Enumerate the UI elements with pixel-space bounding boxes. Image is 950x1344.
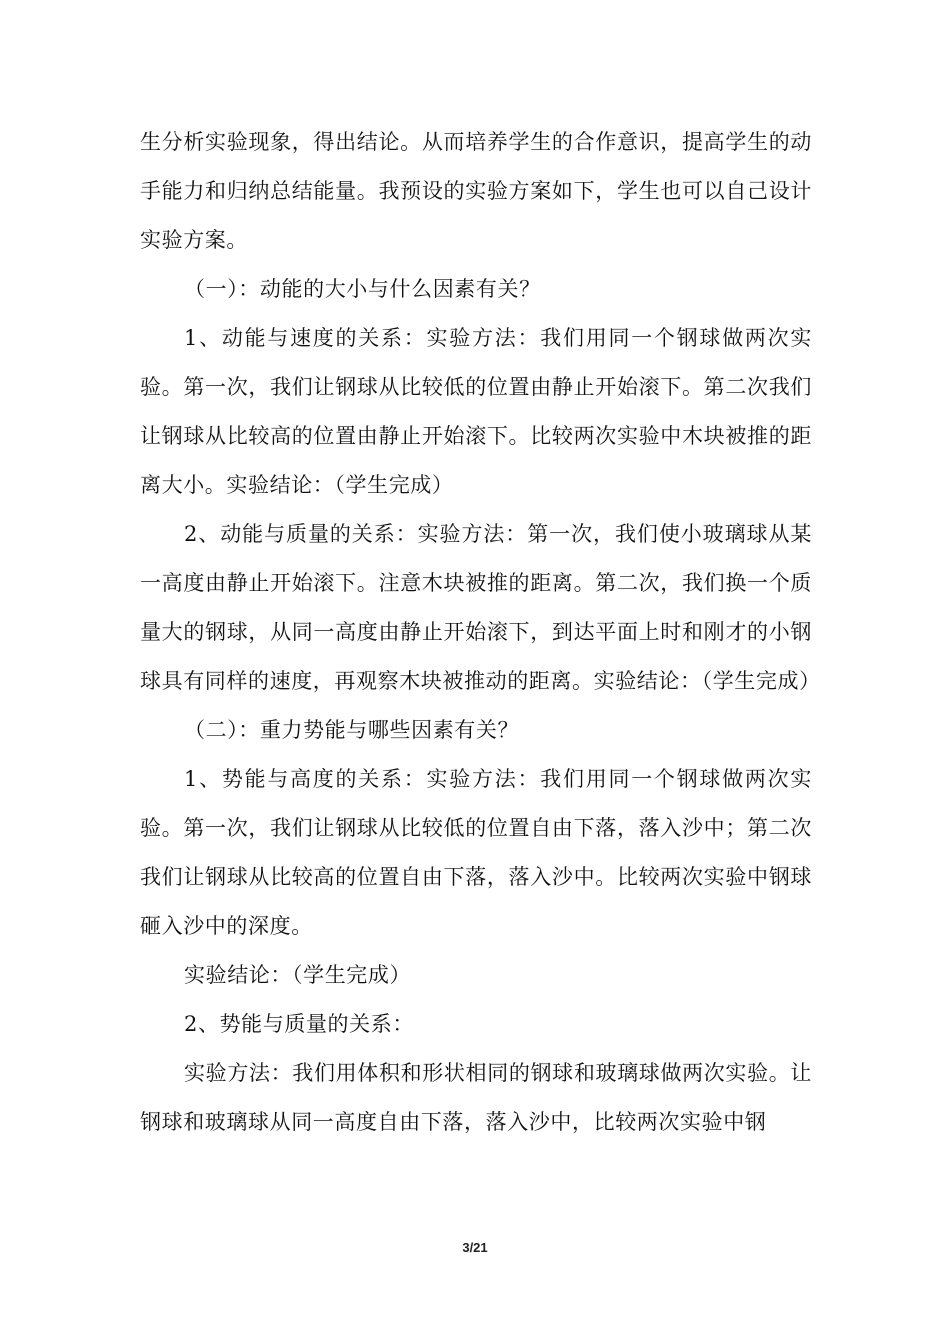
paragraph-continuation: 生分析实验现象，得出结论。从而培养学生的合作意识，提高学生的动手能力和归纳总结能量。我预设的实验方案如下，学生也可以自己设计实验方案。	[140, 130, 812, 252]
page-number: 3/21	[462, 1240, 488, 1255]
paragraph-potential-mass-method: 实验方法：我们用体积和形状相同的钢球和玻璃球做两次实验。让钢球和玻璃球从同一高度自由下落，落入沙中，比较两次实验中钢	[140, 1061, 812, 1134]
section-heading-kinetic-energy: （一）：动能的大小与什么因素有关？	[184, 277, 541, 301]
document-body	[140, 118, 821, 1147]
paragraph-conclusion: 实验结论：（学生完成）	[184, 963, 412, 987]
paragraph-potential-mass-title: 2、势能与质量的关系：	[184, 1012, 414, 1036]
section-heading-potential-energy: （二）：重力势能与哪些因素有关？	[184, 718, 520, 742]
paragraph-kinetic-mass: 2、动能与质量的关系：实验方法：第一次，我们使小玻璃球从某一高度由静止开始滚下。注意木块被推的距离。第二次，我们换一个质量大的钢球，从同一高度由静止开始滚下，到达平面上时和刚才的小钢球具有同样的速度，再观察木块被推动的距离。实验结论：（学生完成）	[140, 522, 821, 693]
paragraph-potential-height: 1、势能与高度的关系：实验方法：我们用同一个钢球做两次实验。第一次，我们让钢球从比较低的位置自由下落，落入沙中；第二次我们让钢球从比较高的位置自由下落，落入沙中。比较两次实验中钢球砸入沙中的深度。	[140, 767, 812, 938]
paragraph-kinetic-speed: 1、动能与速度的关系：实验方法：我们用同一个钢球做两次实验。第一次，我们让钢球从比较低的位置由静止开始滚下。第二次我们让钢球从比较高的位置由静止开始滚下。比较两次实验中木块被推的距离大小。实验结论：（学生完成）	[140, 326, 812, 497]
